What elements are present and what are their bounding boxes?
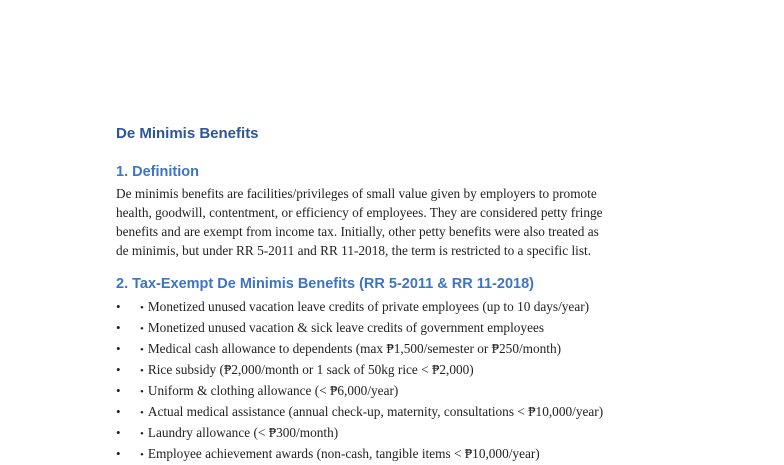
- inner-bullet-icon: •: [140, 386, 144, 398]
- bullet-icon: •: [116, 320, 121, 335]
- list-item-text: Employee achievement awards (non-cash, tangible items < ₱10,000/year): [147, 446, 540, 461]
- inner-bullet-icon: •: [140, 365, 144, 377]
- list-item-text: Laundry allowance (< ₱300/month): [147, 425, 339, 440]
- list-item: [116, 339, 676, 360]
- bullet-icon: •: [116, 404, 121, 419]
- list-item-text: Rice subsidy (₱2,000/month or 1 sack of 50kg rice < ₱2,000): [147, 362, 474, 377]
- inner-bullet-icon: •: [140, 449, 144, 461]
- bullet-icon: •: [116, 299, 121, 314]
- list-item: [116, 444, 676, 465]
- definition-line: De minimis benefits are facilities/privileges of small value given by employers to promote: [116, 186, 597, 201]
- bullet-icon: •: [116, 341, 121, 356]
- document-content: [116, 124, 676, 465]
- bullet-icon: •: [116, 446, 121, 461]
- section-heading-definition: 1. Definition: [116, 164, 199, 180]
- inner-bullet-icon: •: [140, 302, 144, 314]
- inner-bullet-icon: •: [140, 407, 144, 419]
- list-item-text: Monetized unused vacation & sick leave credits of government employees: [147, 320, 545, 335]
- list-item: [116, 318, 676, 339]
- document-title: De Minimis Benefits: [116, 125, 259, 142]
- list-item-text: Uniform & clothing allowance (< ₱6,000/year): [147, 383, 399, 398]
- inner-bullet-icon: •: [140, 323, 144, 335]
- list-item-text: Medical cash allowance to dependents (max ₱1,500/semester or ₱250/month): [147, 341, 562, 356]
- list-item-text: Actual medical assistance (annual check-up, maternity, consultations < ₱10,000/year): [147, 404, 604, 419]
- list-item: [116, 297, 676, 318]
- inner-bullet-icon: •: [140, 344, 144, 356]
- section-heading-tax-exempt: 2. Tax-Exempt De Minimis Benefits (RR 5-2011 & RR 11-2018): [116, 276, 534, 292]
- benefits-list: [116, 297, 676, 465]
- inner-bullet-icon: •: [140, 428, 144, 440]
- list-item-text: Monetized unused vacation leave credits of private employees (up to 10 days/year): [147, 299, 590, 314]
- definition-line: health, goodwill, contentment, or efficiency of employees. They are considered petty fringe: [116, 205, 603, 220]
- list-item: [116, 381, 676, 402]
- list-item: [116, 360, 676, 381]
- bullet-icon: •: [116, 362, 121, 377]
- definition-paragraph: [116, 184, 676, 260]
- list-item: [116, 402, 676, 423]
- definition-line: benefits and are exempt from income tax. Initially, other petty benefits were also treated as: [116, 224, 599, 239]
- list-item: [116, 423, 676, 444]
- bullet-icon: •: [116, 425, 121, 440]
- bullet-icon: •: [116, 383, 121, 398]
- definition-line: de minimis, but under RR 5-2011 and RR 11-2018, the term is restricted to a specific list.: [116, 243, 592, 258]
